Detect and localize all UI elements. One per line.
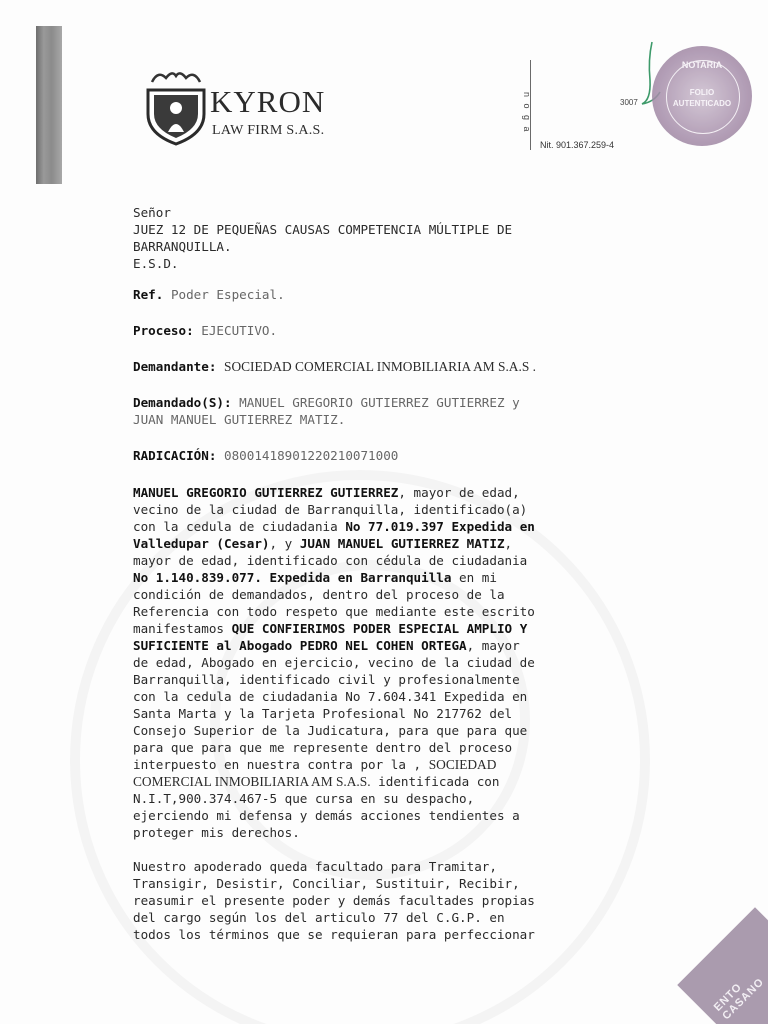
logo-subtitle: LAW FIRM S.A.S. bbox=[212, 123, 325, 138]
addressee-line: BARRANQUILLA. bbox=[133, 239, 232, 254]
text-line: reasumir el presente poder y demás facultades propias bbox=[133, 893, 535, 908]
proceso-line bbox=[133, 322, 635, 339]
salutation: Señor bbox=[133, 205, 171, 220]
party-name: JUAN MANUEL GUTIERREZ MATIZ bbox=[299, 536, 505, 551]
paragraph-2 bbox=[133, 858, 635, 943]
text-run: , mayor bbox=[466, 638, 520, 653]
text-line: N.I.T,900.374.467-5 que cursa en su despacho, bbox=[133, 791, 475, 806]
bold-run: QUE CONFIERIMOS PODER ESPECIAL AMPLIO Y bbox=[231, 621, 528, 636]
demandante-label: Demandante: bbox=[133, 359, 217, 374]
text-run: en mi bbox=[451, 570, 497, 585]
addressee-line: JUEZ 12 DE PEQUEÑAS CAUSAS COMPETENCIA MÚLTIPLE DE bbox=[133, 222, 513, 237]
party-name: MANUEL GREGORIO GUTIERREZ GUTIERREZ bbox=[133, 485, 399, 500]
addressee-line: E.S.D. bbox=[133, 256, 179, 271]
letter-body bbox=[133, 204, 635, 943]
radicacion-label: RADICACIÓN: bbox=[133, 448, 217, 463]
ref-label: Ref. bbox=[133, 287, 164, 302]
scan-strip bbox=[36, 26, 62, 184]
bold-run: No 77.019.397 Expedida en bbox=[345, 519, 535, 534]
text-line: condición de demandados, dentro del proceso de la bbox=[133, 587, 505, 602]
demandante-line bbox=[133, 358, 635, 375]
text-line: Referencia con todo respeto que mediante este escrito bbox=[133, 604, 535, 619]
demandado-value-2: JUAN MANUEL GUTIERREZ MATIZ. bbox=[133, 412, 346, 427]
text-line: Nuestro apoderado queda facultado para Tramitar, bbox=[133, 859, 497, 874]
proceso-label: Proceso: bbox=[133, 323, 194, 338]
text-run: , y bbox=[269, 536, 300, 551]
demandado-value: MANUEL GREGORIO GUTIERREZ GUTIERREZ y bbox=[239, 395, 520, 410]
seal-ring bbox=[666, 60, 740, 134]
radicacion-value: 08001418901220210071000 bbox=[224, 448, 399, 463]
text-run: identificada con bbox=[370, 774, 500, 789]
bold-run: No 1.140.839.077. Expedida en Barranquilla bbox=[133, 570, 452, 585]
demandado-label: Demandado(S): bbox=[133, 395, 232, 410]
text-line: para que para que me represente dentro del proceso bbox=[133, 740, 513, 755]
paragraph-1 bbox=[133, 484, 635, 841]
text-line: todos los términos que se requieran para perfeccionar bbox=[133, 927, 535, 942]
firm-logo bbox=[144, 68, 364, 148]
ref-value: Poder Especial. bbox=[170, 287, 285, 302]
text-line: del cargo según los del articulo 77 del C.G.P. en bbox=[133, 910, 505, 925]
text-line: Transigir, Desistir, Conciliar, Sustituir, Recibir, bbox=[133, 876, 520, 891]
radicacion-line bbox=[133, 447, 635, 464]
text-run: , mayor de edad, bbox=[398, 485, 520, 500]
text-line: proteger mis derechos. bbox=[133, 825, 300, 840]
demandado-block bbox=[133, 394, 635, 428]
text-line: ejerciendo mi defensa y demás acciones tendientes a bbox=[133, 808, 520, 823]
company-name: SOCIEDAD bbox=[428, 757, 497, 772]
text-line: de edad, Abogado en ejercicio, vecino de la ciudad de bbox=[133, 655, 535, 670]
text-line: Consejo Superior de la Judicatura, para que para que bbox=[133, 723, 528, 738]
text-run: manifestamos bbox=[133, 621, 232, 636]
seal-top-text: NOTARIA bbox=[681, 60, 723, 70]
notary-seal bbox=[652, 46, 752, 146]
bold-run: Valledupar (Cesar) bbox=[133, 536, 270, 551]
text-line: con la cedula de ciudadania No 7.604.341 Expedida en bbox=[133, 689, 528, 704]
company-name: COMERCIAL INMOBILIARIA AM S.A.S. bbox=[133, 774, 371, 789]
stamp-id: 3007 bbox=[620, 98, 638, 107]
text-run: interpuesto en nuestra contra por la , bbox=[133, 757, 429, 772]
nit-number: Nit. 901.367.259-4 bbox=[540, 140, 615, 150]
ref-line bbox=[133, 286, 635, 303]
text-run: con la cedula de ciudadania bbox=[133, 519, 346, 534]
text-line: mayor de edad, identificado con cédula de ciudadania bbox=[133, 553, 528, 568]
text-run: , bbox=[504, 536, 513, 551]
corner-stamp-text: ENTO CASANO bbox=[711, 975, 767, 1023]
proceso-value: EJECUTIVO. bbox=[201, 323, 278, 338]
text-line: Santa Marta y la Tarjeta Profesional No 217762 del bbox=[133, 706, 513, 721]
seal-mid-text: FOLIO bbox=[689, 88, 715, 97]
seal-mid-text-2: AUTENTICADO bbox=[672, 99, 732, 108]
addressee-block bbox=[133, 204, 635, 272]
text-line: vecino de la ciudad de Barranquilla, identificado(a) bbox=[133, 502, 528, 517]
logo-wordmark: KYRON bbox=[210, 84, 326, 119]
bold-run: SUFICIENTE al Abogado PEDRO NEL COHEN ORTEGA bbox=[133, 638, 467, 653]
demandante-value: SOCIEDAD COMERCIAL INMOBILIARIA AM S.A.S . bbox=[224, 359, 536, 374]
text-line: Barranquilla, identificado civil y profesionalmente bbox=[133, 672, 520, 687]
shield-crest-icon bbox=[144, 68, 208, 148]
vertical-code: n o g a bbox=[522, 92, 532, 134]
